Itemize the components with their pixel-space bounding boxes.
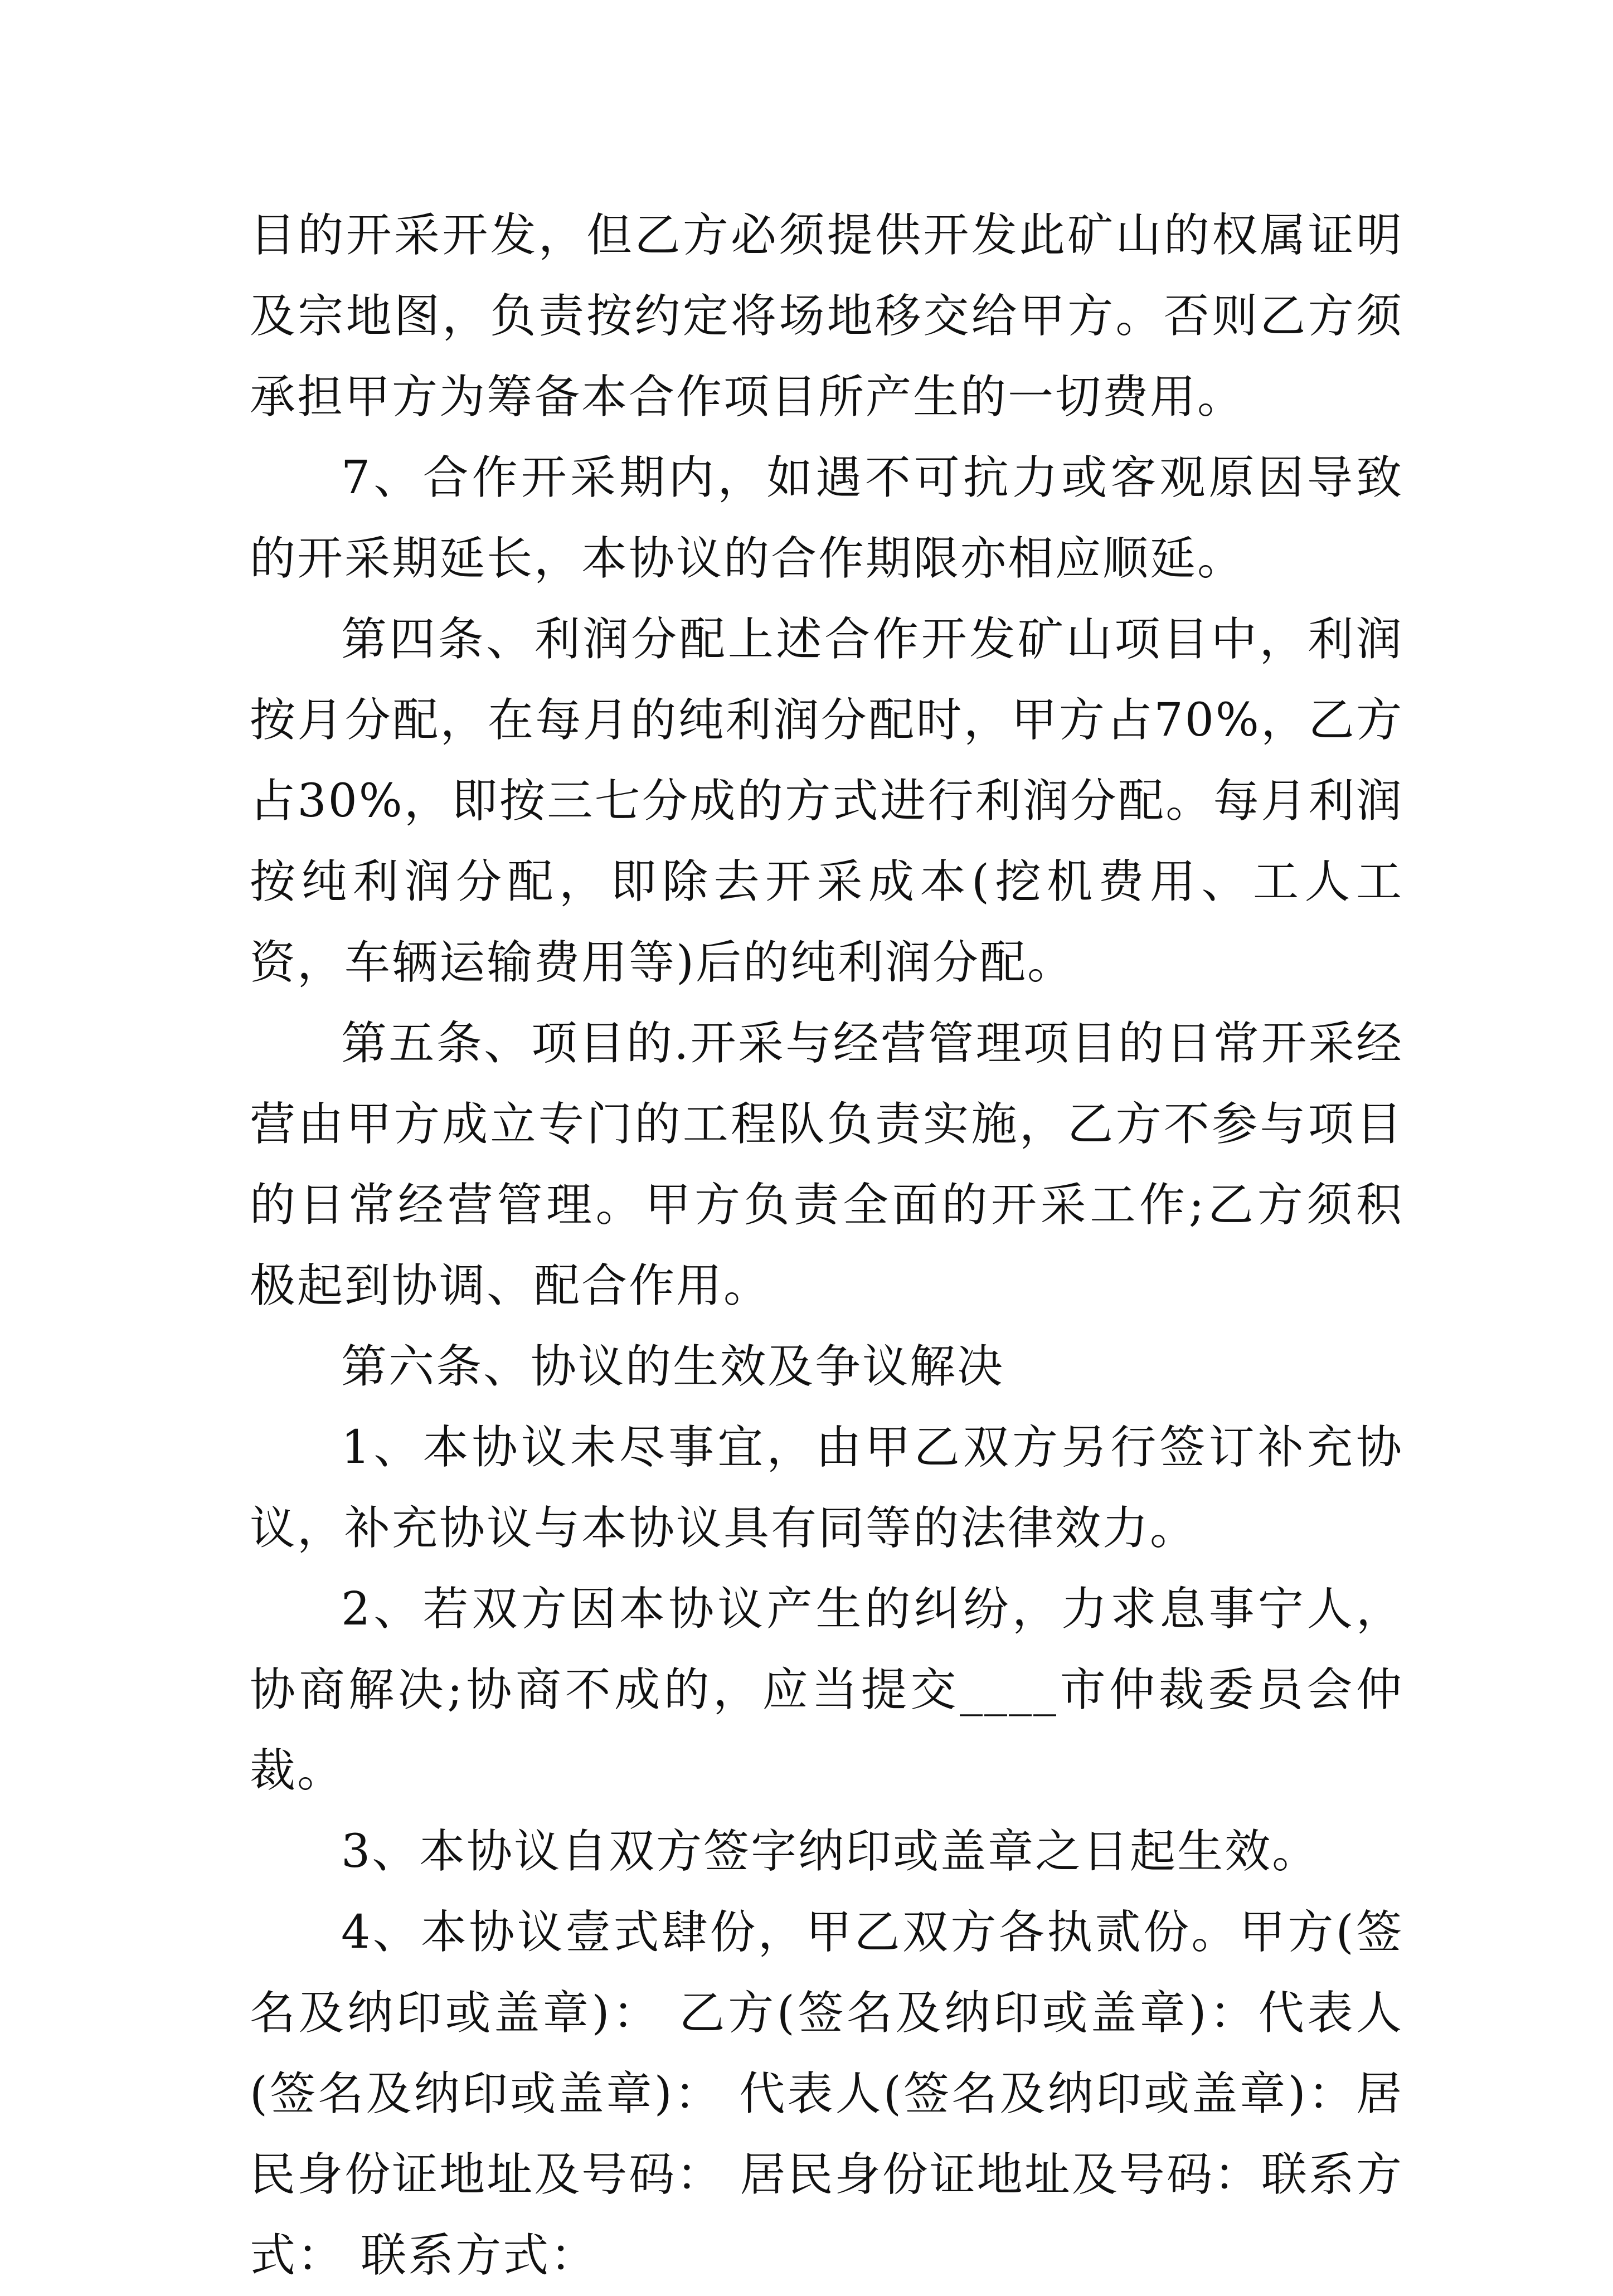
- paragraph-4: 第五条、项目的.开采与经营管理项目的日常开采经营由甲方成立专门的工程队负责实施，乙方不参与项目的日常经营管理。甲方负责全面的开采工作;乙方须积极起到协调、配合作用。: [250, 1017, 1403, 1312]
- paragraph-7: 2、若双方因本协议产生的纠纷，力求息事宁人，协商解决;协商不成的，应当提交____市仲裁委员会仲裁。: [250, 1583, 1403, 1797]
- paragraph-9: 4、本协议壹式肆份，甲乙双方各执贰份。甲方(签名及纳印或盖章)： 乙方(签名及纳印或盖章)：代表人(签名及纳印或盖章)： 代表人(签名及纳印或盖章)：居民身份证地址及号码： 居民身份证地址及号码：联系方式： 联系方式：: [250, 1906, 1403, 2282]
- paragraph-1: 目的开采开发，但乙方必须提供开发此矿山的权属证明及宗地图，负责按约定将场地移交给甲方。否则乙方须承担甲方为筹备本合作项目所产生的一切费用。: [250, 209, 1403, 424]
- paragraph-2: 7、合作开采期内，如遇不可抗力或客观原因导致的开采期延长，本协议的合作期限亦相应顺延。: [250, 451, 1403, 585]
- section-heading-6: 第六条、协议的生效及争议解决: [341, 1340, 1005, 1393]
- document-body: [250, 195, 1403, 2296]
- paragraph-8: 3、本协议自双方签字纳印或盖章之日起生效。: [341, 1825, 1320, 1878]
- paragraph-6: 1、本协议未尽事宜，由甲乙双方另行签订补充协议，补充协议与本协议具有同等的法律效力。: [250, 1421, 1403, 1555]
- paragraph-3: 第四条、利润分配上述合作开发矿山项目中，利润按月分配，在每月的纯利润分配时，甲方占70%，乙方占30%，即按三七分成的方式进行利润分配。每月利润按纯利润分配，即除去开采成本(挖机费用、工人工资，车辆运输费用等)后的纯利润分配。: [250, 613, 1403, 989]
